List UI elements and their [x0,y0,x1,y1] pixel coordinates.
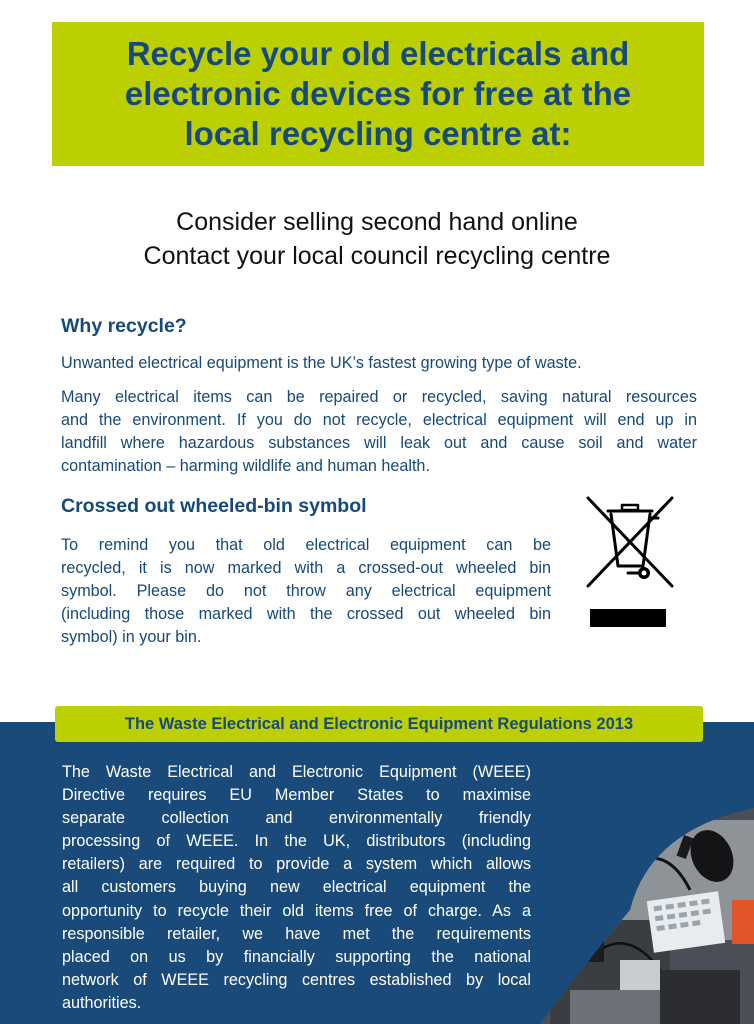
why-recycle-paragraph-2 [61,386,697,478]
para2-line: contamination – harming wildlife and human health. [61,457,430,475]
weee-line: The Waste Electrical and Electronic Equipment (WEEE) [62,763,531,781]
bin-symbol-paragraph [61,534,551,649]
why-recycle-paragraph-1 [61,352,582,375]
weee-line: processing of WEEE. In the UK, distributors (including [62,832,531,851]
weee-paragraph [62,761,531,1015]
why-recycle-heading: Why recycle? [61,315,187,337]
regulations-title-strip [55,706,703,742]
subtitle-line-2: Contact your local council recycling centre [143,242,611,270]
weee-line: all customers buying new electrical equipment the [62,878,531,897]
bin-symbol-bar [590,609,666,627]
bin-para-line: To remind you that old electrical equipment can be [61,536,551,554]
bin-para-line: (including those marked with the crossed out wheeled bin [61,605,551,623]
headline-banner [52,22,704,166]
bin-para-line: symbol. Please do not throw any electrical equipment [61,582,551,600]
weee-line: opportunity to recycle their old items free of charge. As a [62,901,531,920]
weee-line: network of WEEE recycling centres established by local [62,970,531,989]
weee-line: retailers) are required to provide a system which allows [62,855,531,874]
weee-line: Directive requires EU Member States to maximise [62,786,531,805]
para2-line: Many electrical items can be repaired or recycled, saving natural resources [61,388,697,406]
subtitle-line-1: Consider selling second hand online [176,208,578,236]
why-recycle-para1-text: Unwanted electrical equipment is the UK’s fastest growing type of waste. [61,354,582,372]
headline-line-2: electronic devices for free at the [124,75,632,112]
bin-symbol-heading: Crossed out wheeled-bin symbol [61,495,367,517]
weee-line: responsible retailer, we have met the requirements [62,924,531,943]
para2-line: landfill where hazardous substances will leak out and cause soil and water [61,434,697,452]
regulations-title: The Waste Electrical and Electronic Equipment Regulations 2013 [124,714,634,733]
weee-line: authorities. [62,993,142,1012]
weee-line: placed on us by financially supporting the national [62,947,531,966]
headline-line-3: local recycling centre at: [184,115,572,152]
bin-para-line: recycled, it is now marked with a crossed-out wheeled bin [61,559,551,577]
crossed-out-wheeled-bin-icon [580,494,680,590]
weee-line: separate collection and environmentally friendly [62,809,531,828]
bin-para-line: symbol) in your bin. [61,628,202,646]
headline-line-1: Recycle your old electricals and [126,35,630,72]
para2-line: and the environment. If you do not recycle, electrical equipment will end up in [61,411,697,429]
electronics-waste-photo [540,800,754,1024]
